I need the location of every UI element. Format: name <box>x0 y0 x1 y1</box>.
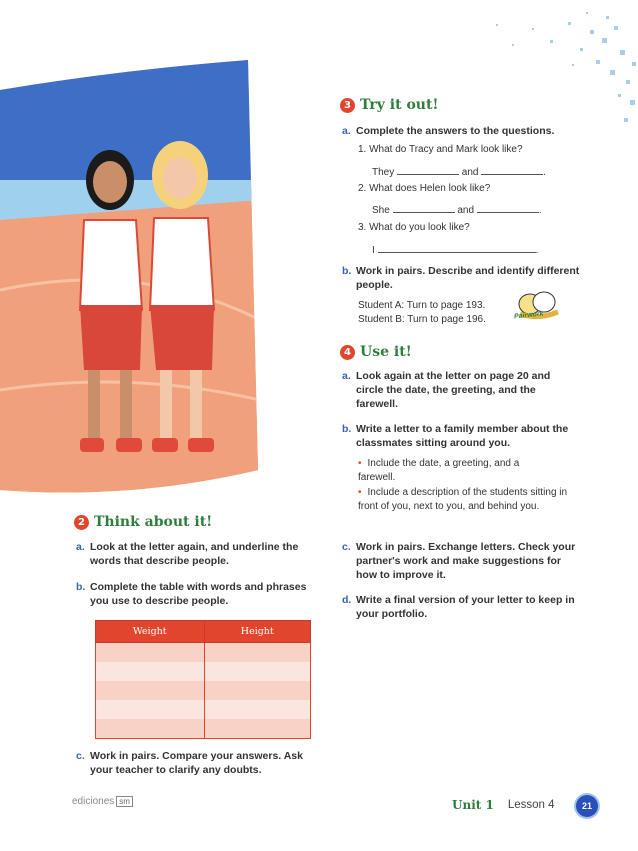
section-4-heading <box>340 344 412 360</box>
table-header-weight: Weight <box>96 621 205 643</box>
section-4-bullet-1: • Include the date, a greeting, and a farewell. <box>358 458 520 483</box>
table-row <box>96 662 311 681</box>
publisher-logo <box>72 796 133 807</box>
section-2-title: Think about it! <box>94 514 213 530</box>
section-3-number: 3 <box>340 98 355 113</box>
footer-lesson: Lesson 4 <box>507 799 555 811</box>
section-4-title: Use it! <box>360 344 412 360</box>
answer-2-blank-1[interactable] <box>393 202 455 213</box>
pairwork-label: Pairwork <box>513 310 544 321</box>
section-4-item-c: c. Work in pairs. Exchange letters. Check your partner's work and make suggestions for how to improve it. <box>342 541 576 581</box>
describe-people-table <box>95 620 311 739</box>
section-4-number: 4 <box>340 345 355 360</box>
section-2-number: 2 <box>74 515 89 530</box>
answer-3-blank[interactable] <box>378 242 536 253</box>
section-2-item-c: c. Work in pairs. Compare your answers. Ask your teacher to clarify any doubts. <box>76 750 303 776</box>
table-cell-height[interactable] <box>204 681 310 700</box>
section-4-item-d: d. Write a final version of your letter to keep in your portfolio. <box>342 594 575 620</box>
table-cell-height[interactable] <box>204 643 310 663</box>
table-cell-weight[interactable] <box>96 643 205 663</box>
section-3-item-b: b. Work in pairs. Describe and identify different people. <box>342 265 580 291</box>
table-cell-weight[interactable] <box>96 662 205 681</box>
table-row <box>96 681 311 700</box>
bullet-dot: • <box>358 458 362 469</box>
publisher-mark: sm <box>116 796 133 807</box>
section-2-item-a: a. Look at the letter again, and underline the words that describe people. <box>76 541 299 567</box>
section-4-item-b: b. Write a letter to a family member about the classmates sitting around you. <box>342 423 569 449</box>
student-a-instruction: Student A: Turn to page 193. <box>358 300 486 311</box>
section-4-item-a: a. Look again at the letter on page 20 and circle the date, the greeting, and the farewell. <box>342 370 551 410</box>
section-2-item-b: b. Complete the table with words and phrases you use to describe people. <box>76 581 307 607</box>
illustration-two-girls <box>0 60 260 500</box>
section-3-item-a: a. Complete the answers to the questions. <box>342 125 555 137</box>
answer-2-line: She and . <box>372 202 542 218</box>
table-row <box>96 643 311 663</box>
student-b-instruction: Student B: Turn to page 196. <box>358 314 486 325</box>
publisher-name: ediciones <box>72 796 115 807</box>
section-2-heading <box>74 514 212 530</box>
table-cell-height[interactable] <box>204 719 310 739</box>
question-3: 3. What do you look like? <box>358 222 470 233</box>
footer-unit: Unit 1 <box>452 798 494 812</box>
table-cell-weight[interactable] <box>96 719 205 739</box>
table-row <box>96 700 311 719</box>
page-number: 21 <box>576 795 598 817</box>
question-1: 1. What do Tracy and Mark look like? <box>358 144 523 155</box>
answer-1-line: They and . <box>372 164 546 180</box>
footer-unit-lesson <box>452 798 555 812</box>
decorative-confetti <box>300 0 638 140</box>
table-cell-height[interactable] <box>204 662 310 681</box>
pairwork-badge <box>512 288 564 328</box>
answer-3-line: I . <box>372 242 538 258</box>
section-4-bullet-2: • Include a description of the students sitting in front of you, next to you, and behind you. <box>358 487 568 512</box>
table-cell-weight[interactable] <box>96 681 205 700</box>
table-cell-height[interactable] <box>204 700 310 719</box>
table-row <box>96 719 311 739</box>
section-3-title: Try it out! <box>360 97 439 113</box>
answer-2-blank-2[interactable] <box>477 202 539 213</box>
answer-1-blank-1[interactable] <box>397 164 459 175</box>
table-header-height: Height <box>204 621 310 643</box>
question-2: 2. What does Helen look like? <box>358 183 491 194</box>
bullet-dot: • <box>358 487 362 498</box>
table-cell-weight[interactable] <box>96 700 205 719</box>
answer-1-blank-2[interactable] <box>481 164 543 175</box>
section-3-heading <box>340 97 439 113</box>
